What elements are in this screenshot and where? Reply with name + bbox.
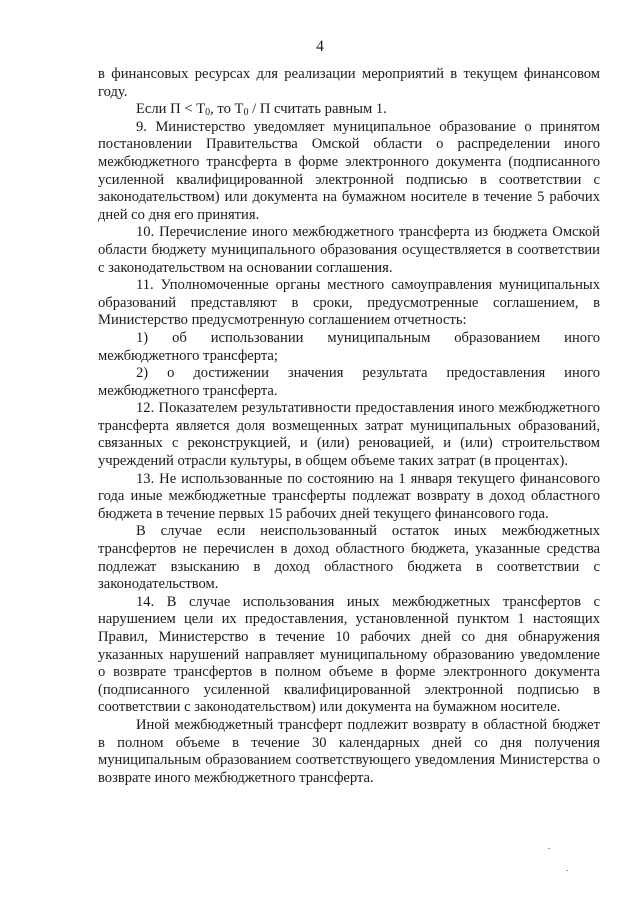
formula-lead: Если П < Т — [136, 101, 206, 118]
formula-subscript-1: 0 — [205, 107, 211, 119]
scan-speck — [566, 870, 568, 871]
paragraph-12: 12. Показателем результативности предоставления иного межбюджетного трансферта является доля возмещенных затрат муниципальных образований, связанных с реконструкцией, и (или) реновацией, и (или) строительством учреждений отрасли культуры, в общем объеме таких затрат (в процентах). — [98, 400, 600, 470]
paragraph-10: 10. Перечисление иного межбюджетного трансферта из бюджета Омской области бюджету муниципального образования осуществляется в соответствии с законодательством на основании соглашения. — [98, 224, 600, 276]
paragraph-11-item-1: 1) об использовании муниципальным образованием иного межбюджетного трансферта; — [98, 329, 600, 364]
paragraph-13: 13. Не использованные по состоянию на 1 января текущего финансового года иные межбюджетные трансферты подлежат возврату в доход областного бюджета в течение первых 15 рабочих дней текущего финансового года. — [98, 470, 600, 522]
document-body — [98, 66, 600, 787]
formula-subscript-2: 0 — [243, 107, 249, 119]
paragraph-14: 14. В случае использования иных межбюджетных трансфертов с нарушением цели их предоставления, установленной пунктом 1 настоящих Правил, Министерство в течение 10 рабочих дней со дня обнаружения указанных нарушений направляет муниципальному образованию уведомление о возврате трансфертов в полном объеме в форме электронного документа (подписанного усиленной квалифицированной электронной подписью в соответствии с законодательством) или документа на бумажном носителе. — [98, 593, 600, 716]
formula-line — [98, 101, 600, 119]
paragraph-9: 9. Министерство уведомляет муниципальное образование о принятом постановлении Правительства Омской области о распределении иного межбюджетного трансферта в форме электронного документа (подписанного усиленной квалифицированной электронной подписью в соответствии с законодательством) или документа на бумажном носителе в течение 5 рабочих дней со дня его принятия. — [98, 118, 600, 223]
intro-continuation: в финансовых ресурсах для реализации мероприятий в текущем финансовом году. — [98, 66, 600, 100]
paragraph-11: 11. Уполномоченные органы местного самоуправления муниципальных образований представляют в сроки, предусмотренные соглашением, в Министерство предусмотренную соглашением отчетность: — [98, 277, 600, 329]
paragraph-14-continuation: Иной межбюджетный трансферт подлежит возврату в областной бюджет в полном объеме в течение 30 календарных дней со дня получения муниципальным образованием соответствующего уведомления Министерства о возврате иного межбюджетного трансферта. — [98, 716, 600, 786]
paragraph-13-continuation: В случае если неиспользованный остаток иных межбюджетных трансфертов не перечислен в доход областного бюджета, указанные средства подлежат взысканию в доход областного бюджета в соответствии с законодательством. — [98, 523, 600, 593]
paragraph-11-item-2: 2) о достижении значения результата предоставления иного межбюджетного трансферта. — [98, 365, 600, 399]
formula-mid: , то Т — [210, 101, 244, 118]
page-number: 4 — [316, 38, 324, 55]
scan-speck — [548, 848, 550, 849]
formula-tail: / П считать равным 1. — [248, 101, 387, 118]
